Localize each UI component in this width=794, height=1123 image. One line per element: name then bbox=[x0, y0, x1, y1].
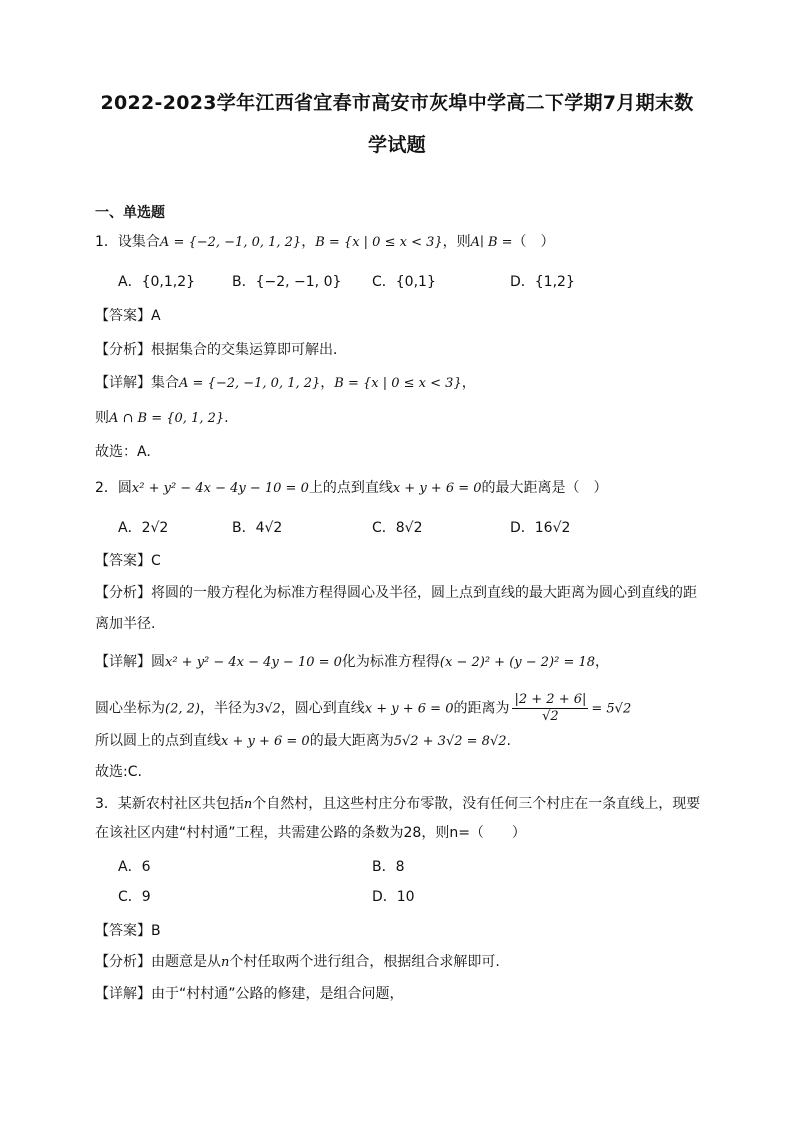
q3-stem-1: 3．某新农村社区共包括n个自然村，且这些村庄分布零散，没有任何三个村庄在一条直线上，现要 bbox=[95, 796, 701, 812]
q2-detail-2: 圆心坐标为(2, 2)，半径为3√2，圆心到直线x + y + 6 = 0的距离为 $\frac{|2 + 2 + 6|}{√2}$ = 5√2 bbox=[95, 692, 632, 724]
q1-option-b: B．{−2, −1, 0} bbox=[232, 274, 342, 290]
q2-answer: 【答案】C bbox=[95, 553, 161, 569]
q2-option-a: A．2√2 bbox=[118, 520, 169, 536]
q3-option-c: C．9 bbox=[118, 889, 151, 905]
distance-fraction: $\frac{|2 + 2 + 6|}{√2}$ bbox=[514, 692, 587, 724]
q1-analysis: 【分析】根据集合的交集运算即可解出． bbox=[95, 342, 347, 358]
q1-answer: 【答案】A bbox=[95, 308, 161, 324]
q3-answer: 【答案】B bbox=[95, 923, 161, 939]
q2-option-c: C．8√2 bbox=[372, 520, 423, 536]
section-heading: 一、单选题 bbox=[95, 205, 165, 221]
q1-detail-2: 则A ∩ B = {0, 1, 2}. bbox=[95, 410, 229, 426]
q2-stem: 2．圆x² + y² − 4x − 4y − 10 = 0上的点到直线x + y + 6 = 0的最大距离是（ ） bbox=[95, 480, 608, 496]
document-title-line2: 学试题 bbox=[368, 134, 426, 156]
q2-option-b: B．4√2 bbox=[232, 520, 283, 536]
q1-option-a: A．{0,1,2} bbox=[118, 274, 196, 290]
q2-analysis-1: 【分析】将圆的一般方程化为标准方程得圆心及半径，圆上点到直线的最大距离为圆心到直线的距 bbox=[95, 585, 697, 601]
q1-stem: 1．设集合A = {−2, −1, 0, 1, 2}，B = {x | 0 ≤ x < 3}，则A∣ B =（ ） bbox=[95, 234, 555, 250]
q2-choose: 故选:C. bbox=[95, 764, 142, 780]
q3-stem-2: 在该社区内建“村村通”工程，共需建公路的条数为28，则n=（ ） bbox=[95, 825, 526, 841]
q3-option-d: D．10 bbox=[372, 889, 415, 905]
q3-option-b: B．8 bbox=[372, 859, 405, 875]
q3-option-a: A．6 bbox=[118, 859, 151, 875]
q1-choose: 故选：A. bbox=[95, 444, 151, 460]
q3-analysis: 【分析】由题意是从n个村任取两个进行组合，根据组合求解即可. bbox=[95, 954, 500, 970]
q2-detail-3: 所以圆上的点到直线x + y + 6 = 0的最大距离为5√2 + 3√2 = 8√2. bbox=[95, 733, 511, 749]
q2-option-d: D．16√2 bbox=[510, 520, 571, 536]
q2-analysis-2: 离加半径. bbox=[95, 616, 156, 632]
q3-detail: 【详解】由于“村村通”公路的修建，是组合问题， bbox=[95, 986, 404, 1002]
q1-option-d: D．{1,2} bbox=[510, 274, 575, 290]
q2-detail: 【详解】圆x² + y² − 4x − 4y − 10 = 0化为标准方程得(x − 2)² + (y − 2)² = 18， bbox=[95, 654, 610, 670]
document-title-line1: 2022-2023学年江西省宜春市高安市灰埠中学高二下学期7月期末数 bbox=[100, 92, 694, 114]
q1-detail: 【详解】集合A = {−2, −1, 0, 1, 2}，B = {x | 0 ≤ x < 3}， bbox=[95, 375, 476, 391]
q1-option-c: C．{0,1} bbox=[372, 274, 436, 290]
